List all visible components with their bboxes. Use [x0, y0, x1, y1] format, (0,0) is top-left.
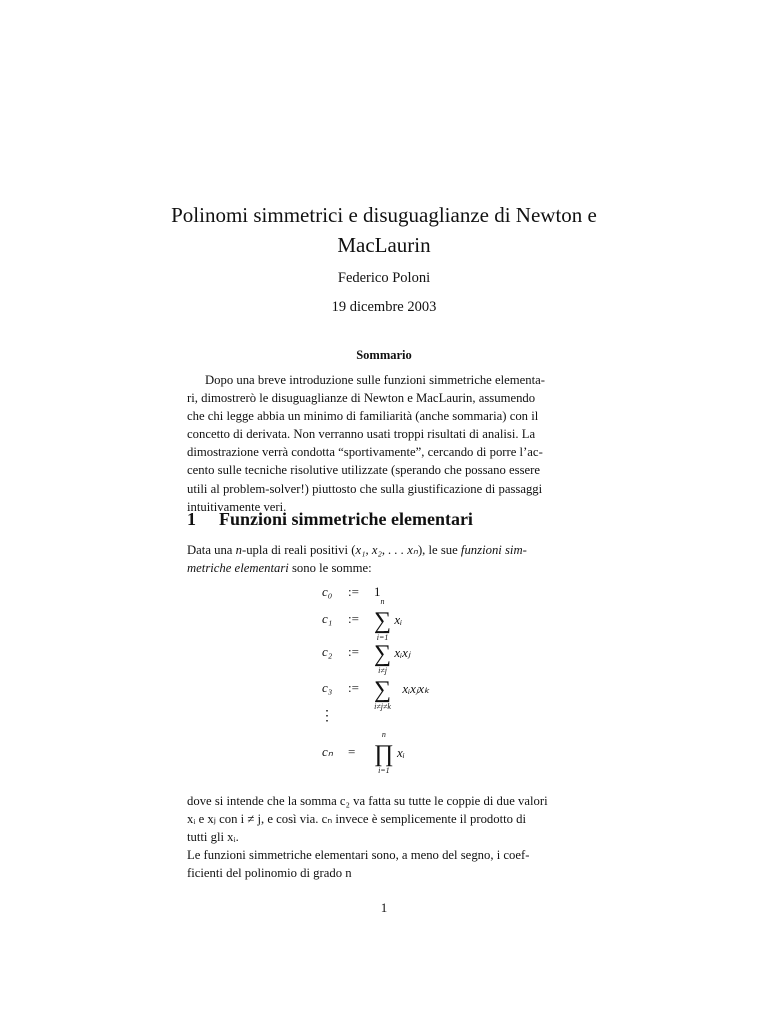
- abstract-line: intuitivamente veri.: [187, 499, 287, 514]
- abstract-line: cento sulle tecniche risolutive utilizzate (sperando che possano essere: [187, 463, 541, 478]
- math-tuple: x₁, x₂, . . . xₙ: [355, 543, 418, 557]
- title-line-2: MacLaurin: [337, 233, 431, 257]
- sum-term: xᵢ: [394, 611, 403, 627]
- abstract-line: dimostrazione verrà condotta “sportivamente”, cercando di porre l’ac-: [187, 445, 543, 460]
- eq-lhs: c₁: [322, 611, 333, 626]
- sum-glyph: ∑: [374, 677, 392, 703]
- section-number: 1: [187, 509, 196, 529]
- eq-op: :=: [348, 644, 359, 659]
- text-run: Data una: [187, 543, 236, 557]
- eq-rhs: [374, 641, 411, 675]
- paper-title: [150, 200, 618, 260]
- eq-rhs: [374, 597, 403, 642]
- text-run: -upla di reali positivi (: [241, 543, 356, 557]
- paragraph-line: [187, 559, 581, 577]
- paragraph-line: [187, 541, 581, 559]
- text-run: sono le somme:: [288, 561, 372, 576]
- paragraph-explanation: [187, 792, 581, 882]
- eq-lhs: c₂: [322, 644, 333, 659]
- eq-lhs: cₙ: [322, 744, 333, 759]
- abstract-line: ri, dimostrerò le disuguaglianze di Newton e MacLaurin, assumendo: [187, 391, 536, 406]
- paragraph-line: Le funzioni simmetriche elementari sono, a meno del segno, i coef-: [187, 848, 530, 863]
- eq-rhs: 1: [374, 584, 381, 599]
- eq-lhs: c₃: [322, 680, 333, 695]
- abstract-line: che chi legge abbia un minimo di familiarità (anche sommaria) con il: [187, 409, 539, 424]
- sum-lower: i≠j: [378, 666, 387, 675]
- abstract-heading: Sommario: [356, 348, 412, 362]
- emphasis: funzioni sim-: [460, 543, 527, 557]
- section-title: Funzioni simmetriche elementari: [219, 509, 473, 529]
- abstract-body: [187, 371, 581, 516]
- sum-upper: n: [380, 597, 385, 606]
- product-upper: n: [381, 730, 386, 739]
- text-run: ), le sue: [417, 543, 461, 557]
- abstract-line: utili al problem-solver!) piuttosto che sulla giustificazione di passaggi: [187, 481, 543, 496]
- eq-op: :=: [348, 584, 359, 599]
- product-symbol: [374, 730, 394, 775]
- paragraph-line: dove si intende che la somma c₂ va fatta su tutte le coppie di due valori: [187, 794, 548, 808]
- sum-lower: i≠j≠k: [374, 702, 391, 711]
- paragraph-intro: [187, 541, 581, 577]
- paragraph-line: xᵢ e xⱼ con i ≠ j, e così via. cₙ invece è semplicemente il prodotto di: [187, 812, 527, 827]
- product-term: xᵢ: [397, 744, 405, 760]
- title-line-1: Polinomi simmetrici e disuguaglianze di Newton e: [171, 203, 597, 227]
- paragraph-line: ficienti del polinomio di grado n: [187, 866, 352, 881]
- eq-op: :=: [348, 611, 359, 626]
- sum-glyph: ∑: [374, 641, 392, 667]
- sum-term: xᵢxⱼ: [394, 644, 411, 660]
- sum-term: xᵢxⱼxₖ: [402, 680, 430, 696]
- abstract-line: concetto di derivata. Non verranno usati troppi risultati di analisi. La: [187, 427, 536, 442]
- eq-lhs: c₀: [322, 584, 333, 599]
- eq-op: =: [348, 744, 356, 759]
- sum-lower: i=1: [376, 633, 389, 642]
- section-heading: [187, 509, 473, 530]
- eq-rhs: [374, 730, 405, 775]
- product-lower: i=1: [378, 766, 390, 775]
- emphasis: metriche elementari: [187, 561, 289, 576]
- sum-symbol: [374, 677, 392, 711]
- product-glyph: ∏: [374, 741, 394, 767]
- author: Federico Poloni: [337, 270, 431, 286]
- vertical-ellipsis: ⋮: [320, 708, 334, 724]
- math-n: n: [235, 543, 242, 557]
- sum-symbol: [374, 597, 392, 642]
- sum-glyph: ∑: [374, 608, 392, 634]
- sum-symbol: [374, 641, 392, 675]
- paragraph-line: tutti gli xᵢ.: [187, 830, 239, 845]
- abstract-line: Dopo una breve introduzione sulle funzioni simmetriche elementa-: [205, 373, 545, 387]
- date: 19 dicembre 2003: [331, 299, 437, 315]
- eq-op: :=: [348, 680, 359, 695]
- page-number: 1: [380, 900, 388, 915]
- eq-rhs: [374, 677, 430, 711]
